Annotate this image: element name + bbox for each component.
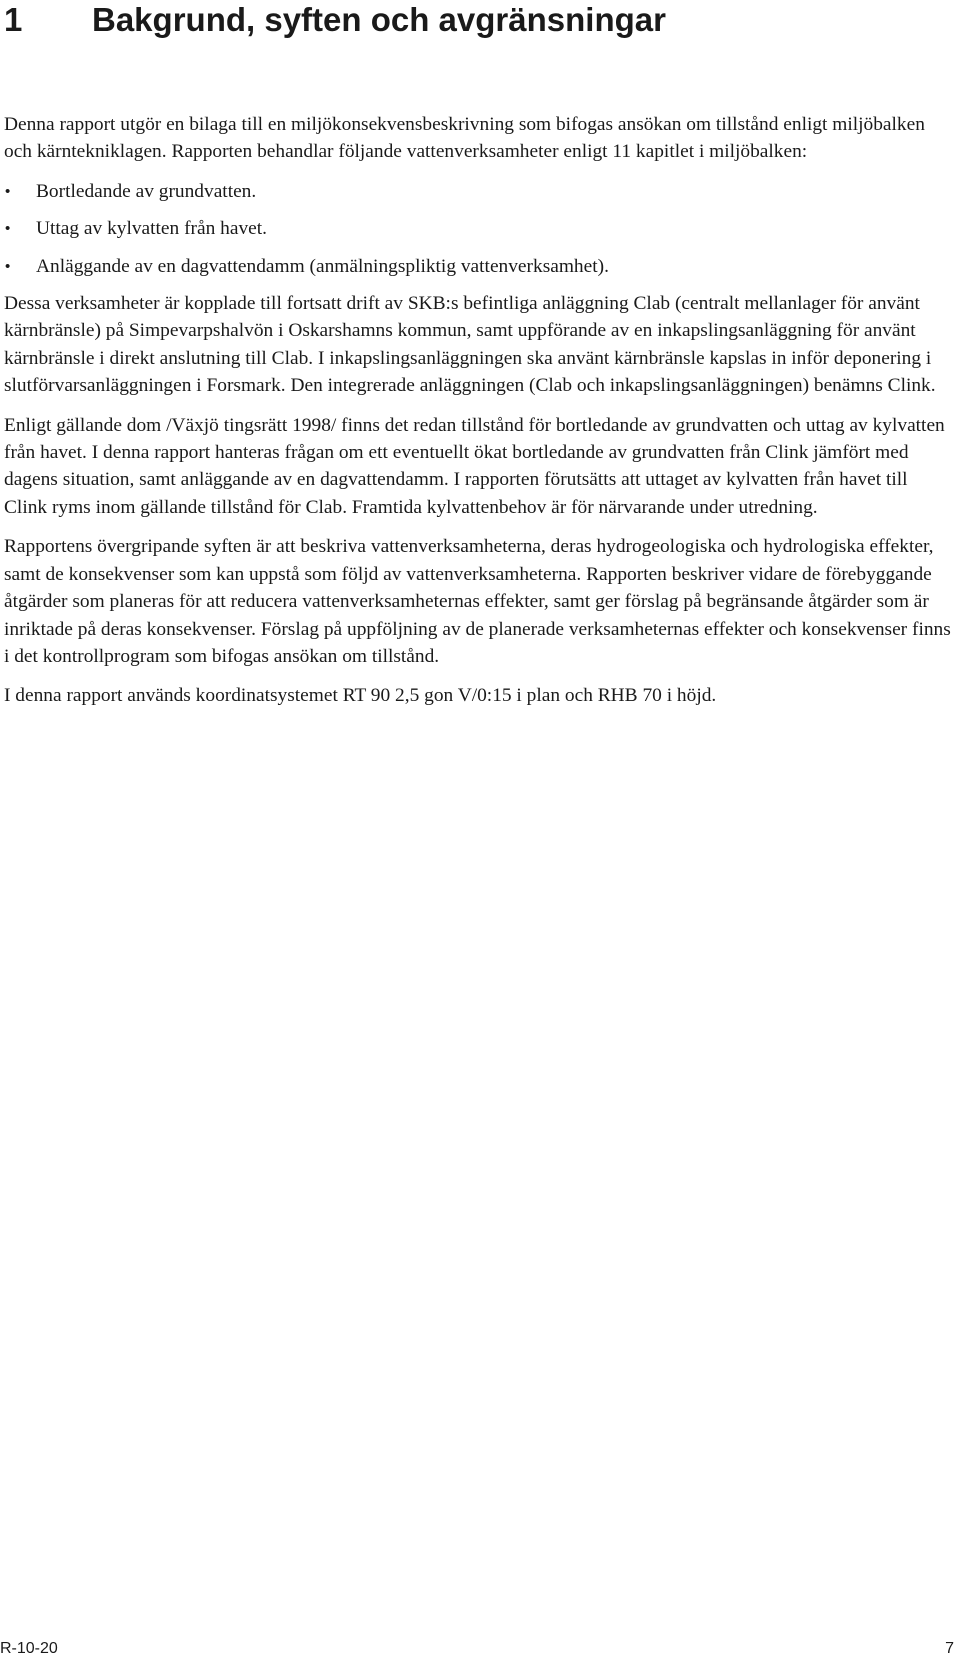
- list-item: [4, 215, 954, 242]
- document-body: [4, 111, 954, 722]
- paragraph-permit: Enligt gällande dom /Växjö tingsrätt 1998/ finns det redan tillstånd för bortledande av grundvatten och uttag av kylvatten från havet. I denna rapport hanteras frågan om ett eventuellt ökat bortledande av grundvatten från Clink jämfört med dagens situation, samt anläggande av en dagvattendamm. I rapporten förutsätts att uttaget av kylvatten från havet till Clink ryms inom gällande tillstånd för Clab. Framtida kylvattenbehov är för närvarande under utredning.: [4, 414, 945, 518]
- list-item: [4, 178, 954, 205]
- bullet-icon: •: [5, 220, 11, 238]
- paragraph-intro: Denna rapport utgör en bilaga till en miljökonsekvensbeskrivning som bifogas ansökan om tillstånd enligt miljöbalken och kärntekniklagen. Rapporten behandlar följande vattenverksamheter enligt 11 kapitlet i miljöbalken:: [4, 114, 925, 163]
- paragraph-coordinates: I denna rapport används koordinatsystemet RT 90 2,5 gon V/0:15 i plan och RHB 70 i höjd.: [4, 685, 717, 707]
- bullet-icon: •: [5, 257, 11, 275]
- activity-list: [4, 178, 954, 280]
- list-item-text: Uttag av kylvatten från havet.: [36, 218, 267, 240]
- list-item-text: Bortledande av grundvatten.: [36, 180, 257, 202]
- list-item: [4, 253, 954, 280]
- section-title: Bakgrund, syften och avgränsningar: [92, 1, 666, 38]
- report-id: R-10-20: [0, 1640, 58, 1657]
- bullet-icon: •: [5, 182, 11, 200]
- section-number: 1: [4, 1, 23, 38]
- section-heading: [4, 0, 666, 40]
- paragraph-clink: Dessa verksamheter är kopplade till fortsatt drift av SKB:s befintliga anläggning Clab (centralt mellanlager för använt kärnbränsle) på Simpevarpshalvön i Oskarshamns kommun, samt uppförande av en inkapslingsanläggning för använt kärnbränsle i direkt anslutning till Clab. I inkapslingsanläggningen ska använt kärnbränsle kapslas in inför deponering i slutförvarsanläggningen i Forsmark. Den integrerade anläggningen (Clab och inkapslingsanläggningen) benämns Clink.: [4, 293, 936, 397]
- list-item-text: Anläggande av en dagvattendamm (anmälningspliktig vattenverksamhet).: [36, 255, 609, 277]
- paragraph-purpose: Rapportens övergripande syften är att beskriva vattenverksamheterna, deras hydrogeologiska och hydrologiska effekter, samt de konsekvenser som kan uppstå som följd av vattenverksamheterna. Rapporten beskriver vidare de förebyggande åtgärder som planeras för att reducera vattenverksamheternas effekter, samt ger förslag på begränsande åtgärder som är inriktade på deras konsekvenser. Förslag på uppföljning av de planerade verksamheternas effekter och konsekvenser finns i det kontrollprogram som bifogas ansökan om tillstånd.: [4, 536, 951, 667]
- page-number: 7: [945, 1640, 954, 1657]
